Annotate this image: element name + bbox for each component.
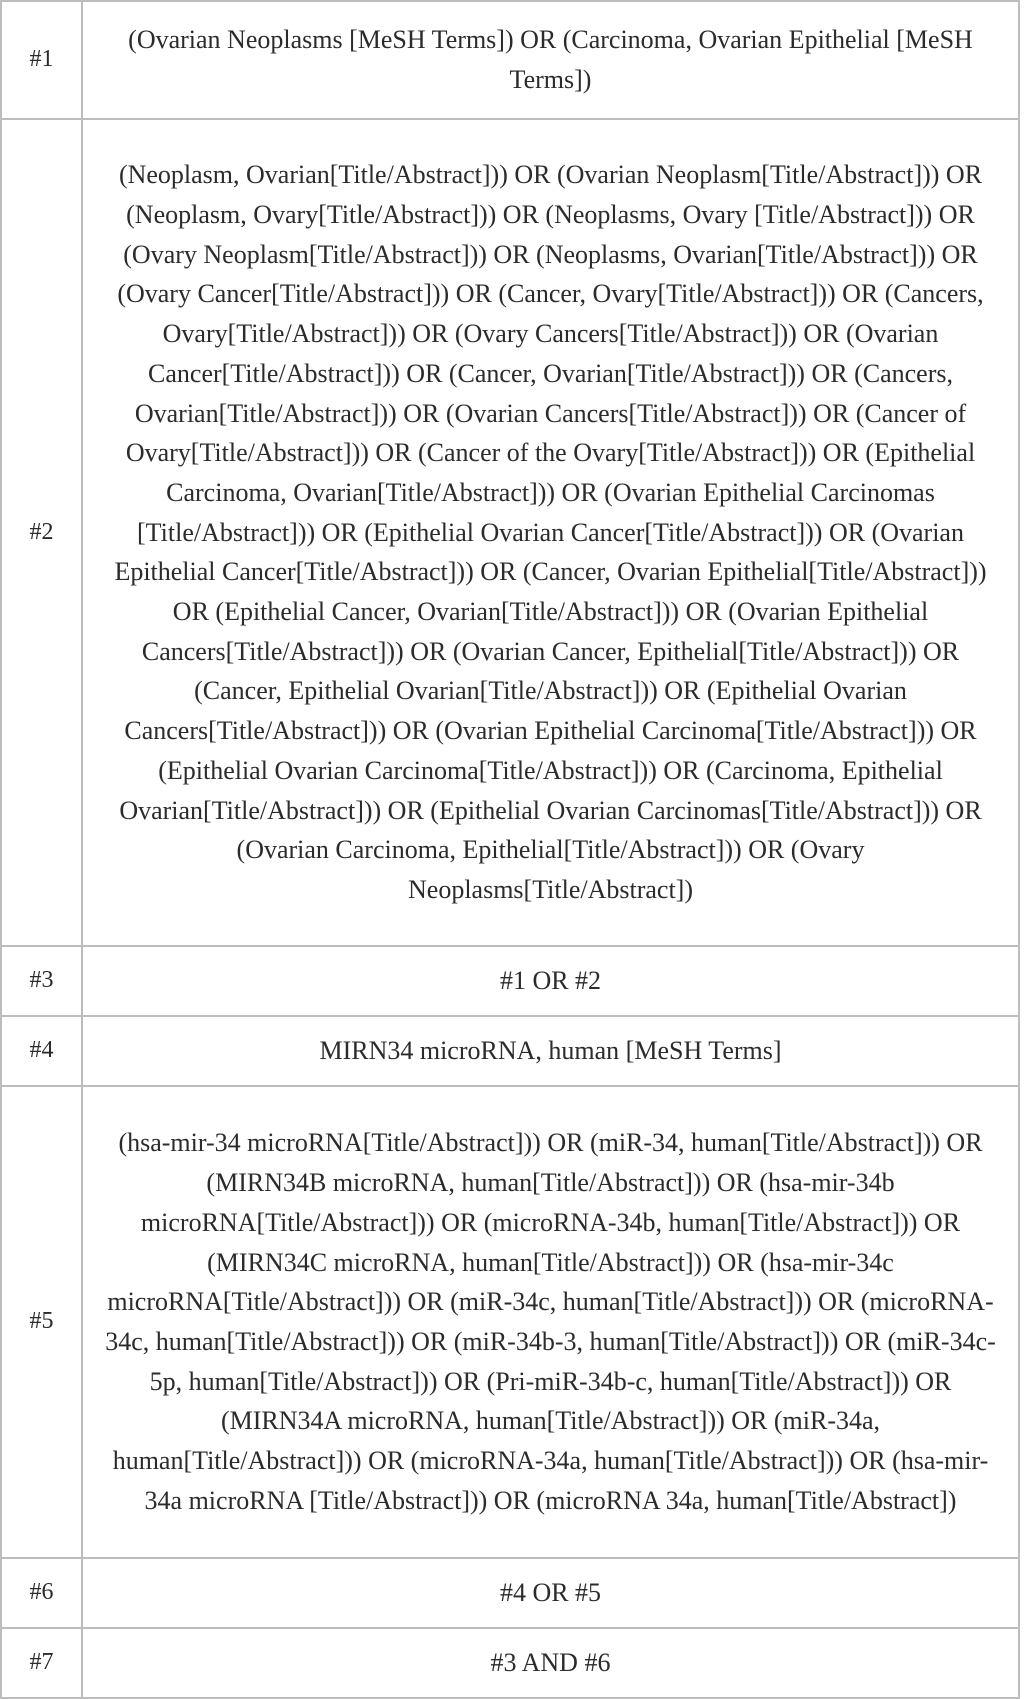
table-row bbox=[1, 1558, 1019, 1628]
query-text: #1 OR #2 bbox=[82, 946, 1019, 1016]
table-row bbox=[1, 1628, 1019, 1698]
step-number: #4 bbox=[1, 1016, 82, 1086]
query-text: (Ovarian Neoplasms [MeSH Terms]) OR (Carcinoma, Ovarian Epithelial [MeSH Terms]) bbox=[82, 1, 1019, 119]
query-text: (hsa-mir-34 microRNA[Title/Abstract])) OR (miR-34, human[Title/Abstract])) OR (MIRN34B microRNA, human[Title/Abstract])) OR (hsa-mir-34b microRNA[Title/Abstract])) OR (microRNA-34b, human[Title/Abstract])) OR (MIRN34C microRNA, human[Title/Abstract])) OR (hsa-mir-34c microRNA[Title/Abstract])) OR (miR-34c, human[Title/Abstract])) OR (microRNA-34c, human[Title/Abstract])) OR (miR-34b-3, human[Title/Abstract])) OR (miR-34c-5p, human[Title/Abstract])) OR (Pri-miR-34b-c, human[Title/Abstract])) OR (MIRN34A microRNA, human[Title/Abstract])) OR (miR-34a, human[Title/Abstract])) OR (microRNA-34a, human[Title/Abstract])) OR (hsa-mir-34a microRNA [Title/Abstract])) OR (microRNA 34a, human[Title/Abstract]) bbox=[82, 1086, 1019, 1558]
query-text: (Neoplasm, Ovarian[Title/Abstract])) OR (Ovarian Neoplasm[Title/Abstract])) OR (Neoplasm, Ovary[Title/Abstract])) OR (Neoplasms, Ovary [Title/Abstract])) OR (Ovary Neoplasm[Title/Abstract])) OR (Neoplasms, Ovarian[Title/Abstract])) OR (Ovary Cancer[Title/Abstract])) OR (Cancer, Ovary[Title/Abstract])) OR (Cancers, Ovary[Title/Abstract])) OR (Ovary Cancers[Title/Abstract])) OR (Ovarian Cancer[Title/Abstract])) OR (Cancer, Ovarian[Title/Abstract])) OR (Cancers, Ovarian[Title/Abstract])) OR (Ovarian Cancers[Title/Abstract])) OR (Cancer of Ovary[Title/Abstract])) OR (Cancer of the Ovary[Title/Abstract])) OR (Epithelial Carcinoma, Ovarian[Title/Abstract])) OR (Ovarian Epithelial Carcinomas [Title/Abstract])) OR (Epithelial Ovarian Cancer[Title/Abstract])) OR (Ovarian Epithelial Cancer[Title/Abstract])) OR (Cancer, Ovarian Epithelial[Title/Abstract])) OR (Epithelial Cancer, Ovarian[Title/Abstract])) OR (Ovarian Epithelial Cancers[Title/Abstract])) OR (Ovarian Cancer, Epithelial[Title/Abstract])) OR (Cancer, Epithelial Ovarian[Title/Abstract])) OR (Epithelial Ovarian Cancers[Title/Abstract])) OR (Ovarian Epithelial Carcinoma[Title/Abstract])) OR (Epithelial Ovarian Carcinoma[Title/Abstract])) OR (Carcinoma, Epithelial Ovarian[Title/Abstract])) OR (Epithelial Ovarian Carcinomas[Title/Abstract])) OR (Ovarian Carcinoma, Epithelial[Title/Abstract])) OR (Ovary Neoplasms[Title/Abstract]) bbox=[82, 119, 1019, 946]
step-number: #7 bbox=[1, 1628, 82, 1698]
table-body bbox=[1, 1, 1019, 1698]
table-row bbox=[1, 1086, 1019, 1558]
query-text: #4 OR #5 bbox=[82, 1558, 1019, 1628]
step-number: #6 bbox=[1, 1558, 82, 1628]
step-number: #1 bbox=[1, 1, 82, 119]
table-row bbox=[1, 119, 1019, 946]
step-number: #2 bbox=[1, 119, 82, 946]
step-number: #5 bbox=[1, 1086, 82, 1558]
table-row bbox=[1, 1016, 1019, 1086]
query-text: #3 AND #6 bbox=[82, 1628, 1019, 1698]
table-row bbox=[1, 1, 1019, 119]
query-text: MIRN34 microRNA, human [MeSH Terms] bbox=[82, 1016, 1019, 1086]
step-number: #3 bbox=[1, 946, 82, 1016]
table-row bbox=[1, 946, 1019, 1016]
